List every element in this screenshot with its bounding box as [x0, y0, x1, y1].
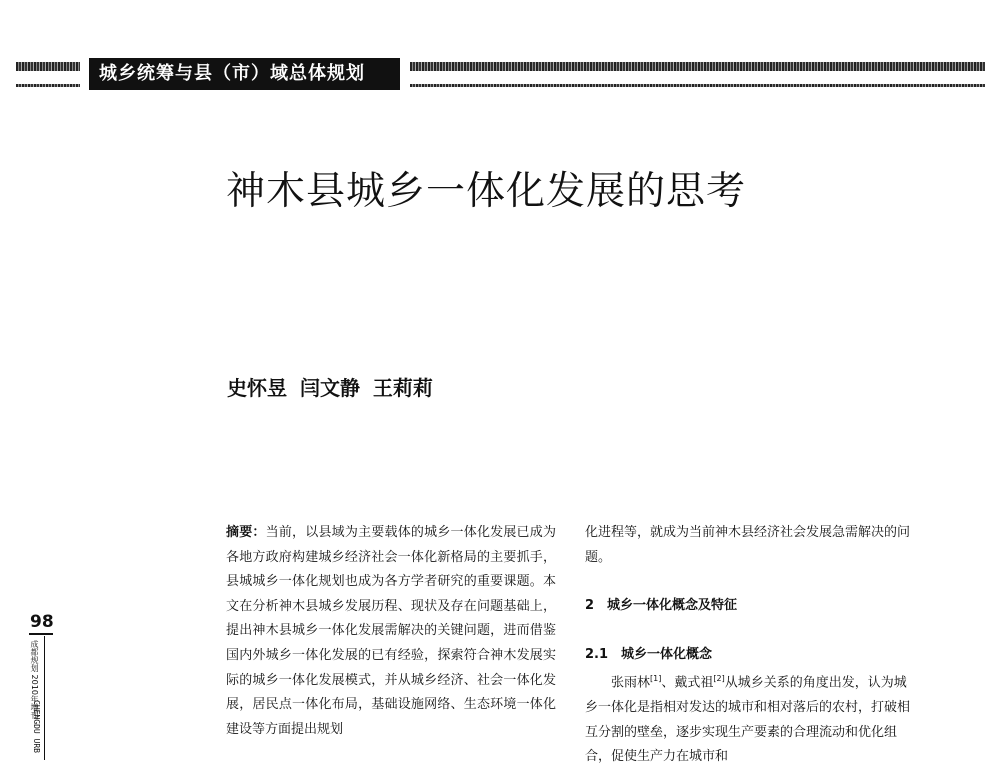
abstract-column [226, 521, 556, 742]
para-part-a: 张雨林 [611, 675, 651, 691]
journal-name-en: CHENGDU URB [32, 700, 41, 753]
header-rule-right-thin [410, 84, 985, 87]
margin-vertical-rule [44, 636, 45, 760]
section-tag: 城乡统筹与县（市）域总体规划 [89, 58, 400, 90]
abstract-text: 当前，以县域为主要载体的城乡一体化发展已成为各地方政府构建城乡经济社会一体化新格局的主要抓手，县城城乡一体化规划也成为各方学者研究的重要课题。本文在分析神木县城乡发展历程、现状及存在问题基础上，提出神木县城乡一体化发展需解决的关键问题，进而借鉴国内外城乡一体化发展的已有经验，探索符合神木发展实际的城乡一体化发展模式，并从城乡经济、社会一体化发展，居民点一体化布局，基础设施网络、生态环境一体化建设等方面提出规划 [226, 525, 556, 737]
header-rule-left-thin [16, 84, 80, 87]
para-part-b: 、戴式祖 [661, 675, 714, 691]
body-paragraph [585, 667, 915, 770]
header-rule-right [410, 62, 985, 71]
article-title: 神木县城乡一体化发展的思考 [226, 169, 747, 214]
abstract-label: 摘要： [226, 525, 266, 540]
para-part-c: 从城乡关系的角度出发，认为城乡一体化是指相对发达的城市和相对落后的农村，打破相互分割的壁垒，逐步实现生产要素的合理流动和优化组合，促使生产力在城市和 [585, 675, 911, 765]
page-number: 98 [30, 612, 54, 632]
article-authors: 史怀昱 闫文静 王莉莉 [227, 376, 433, 400]
journal-name-cn: 成都规划 2010年增刊 [30, 640, 39, 719]
body-right-column [585, 521, 915, 770]
header-rule-left [16, 62, 80, 71]
citation-2[interactable]: [2] [713, 674, 725, 684]
intro-paragraph: 化进程等，就成为当前神木县经济社会发展急需解决的问题。 [585, 525, 911, 565]
section-heading-2: 2 城乡一体化概念及特征 [585, 598, 738, 614]
section-heading-2-1: 2.1 城乡一体化概念 [585, 646, 713, 662]
page-number-rule [29, 633, 53, 635]
citation-1[interactable]: [1] [650, 674, 662, 684]
